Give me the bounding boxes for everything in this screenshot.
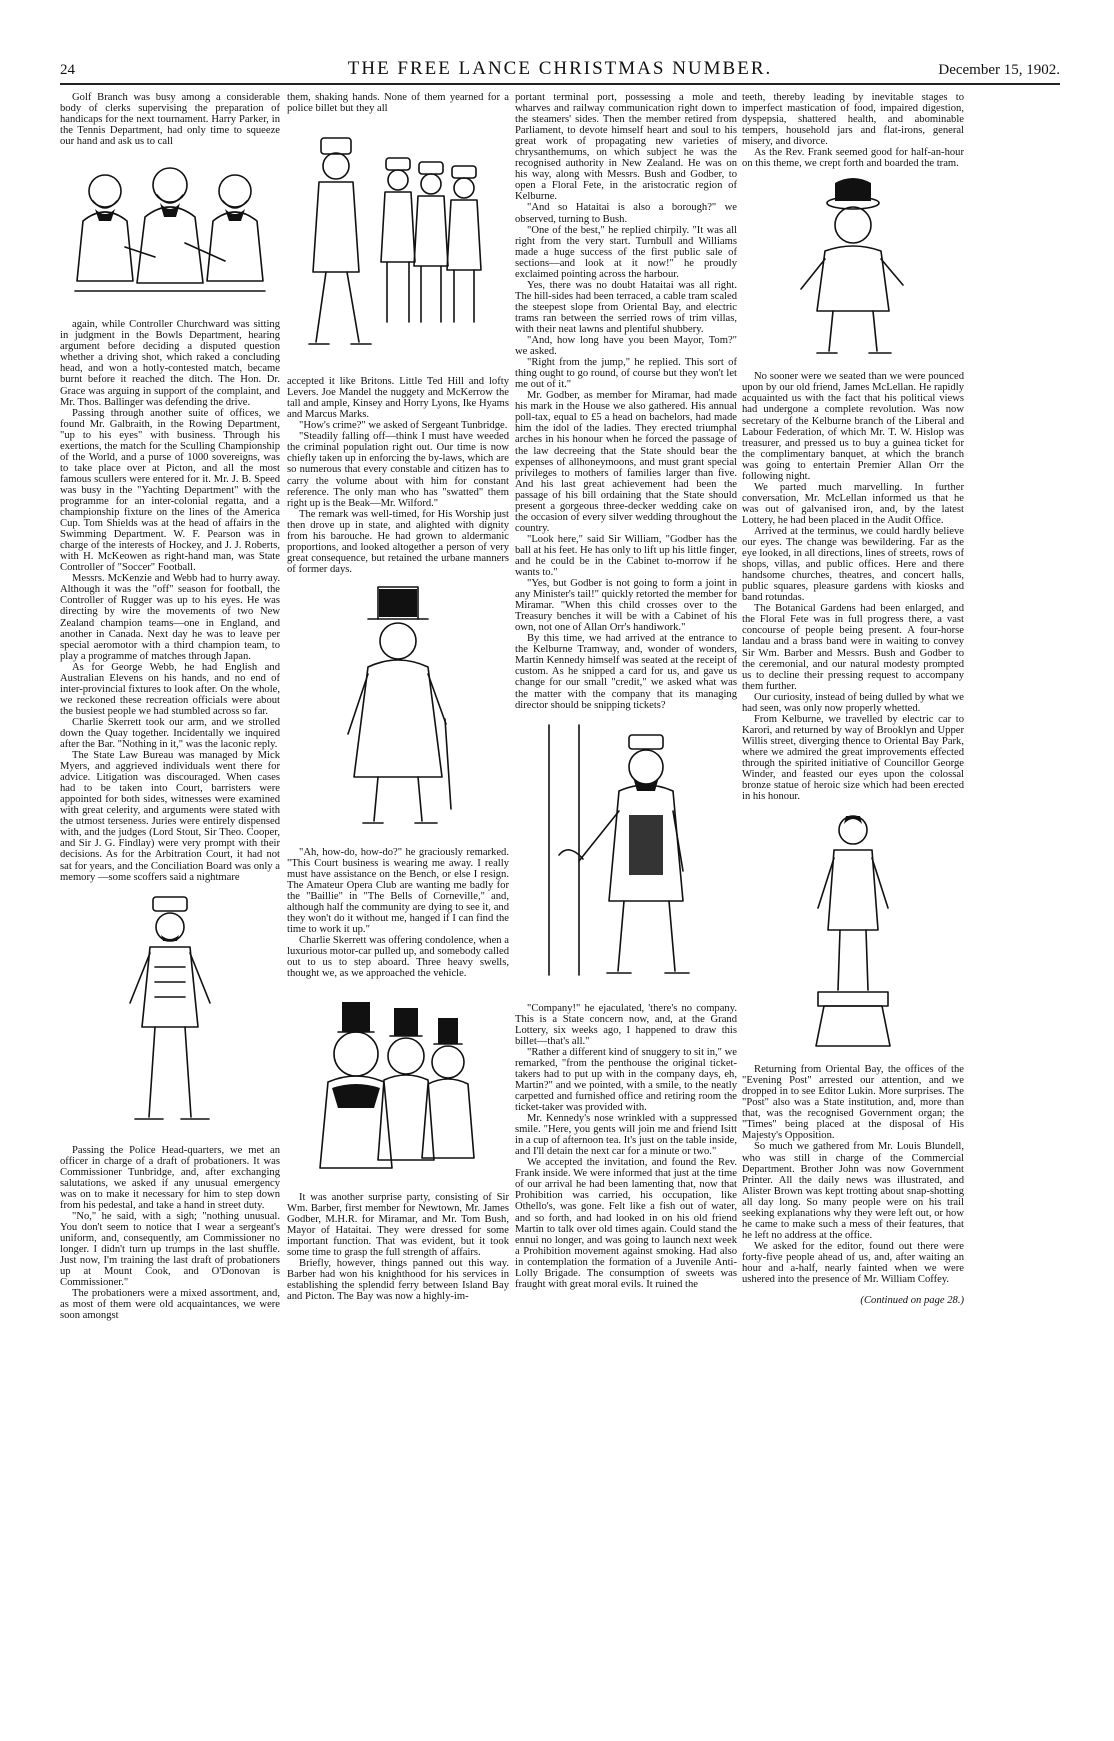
paragraph: "Look here," said Sir William, "Godber has the ball at his feet. He has only to lift up his little finger, and he could be in the Cabinet to-morrow if he wants to."	[515, 533, 737, 579]
paragraph: We asked for the editor, found out there were forty-five people ahead of us, and, after waiting an hour and a-half, nearly fainted when we were ushered into the presence of Mr. William Coffey.	[742, 1240, 964, 1286]
illustration-statue-on-pedestal	[742, 806, 964, 1056]
paragraph: Our curiosity, instead of being dulled by what we had seen, was only now properly whetted.	[742, 691, 964, 714]
paragraph: Charlie Skerrett took our arm, and we strolled down the Quay together. Incidentally we inquired after the Bar. "Nothing in it," was the laconic reply.	[60, 716, 280, 751]
paragraph: "Rather a different kind of snuggery to sit in," we remarked, "from the penthouse the original ticket-takers had to put up with in the company days, eh, Martin?" and we pointed, with a smile, to the neatly carpetted and furnished office and retiring room the ticket-taker was provided with.	[515, 1046, 737, 1114]
paragraph: The remark was well-timed, for His Worship just then drove up in state, and alighted with dignity from his barouche. He had grown to aldermanic proportions, and looked altogether a person of very great consequence, but retained the urbane manners of former days.	[287, 508, 509, 575]
paragraph: Returning from Oriental Bay, the offices of the "Evening Post" arrested our attention, and we dropped in to see Editor Lukin. More surprises. The "Post" also was a State institution, and, more than that, was the recognised Government organ; the "Times" being placed at the disposal of His Majesty's Opposition.	[742, 1064, 964, 1142]
paragraph: Arrived at the terminus, we could hardly believe our eyes. The change was bewildering. Far as the eye looked, in all directions, lines of streets, rows of shops, villas, and public offices. Here and there handsome churches, theatres, and concert halls, public squares, pleasure gardens with kiosks and band rotundas.	[742, 525, 964, 604]
header-rule	[60, 83, 1060, 85]
paragraph: The Botanical Gardens had been enlarged, and the Floral Fete was in full progress there, a vast concourse of people being present. A four-horse landau and a brass band were in waiting to convey Sir Wm. Barber and Messrs. Bush and Godber to the ceremonial, and our natural modesty prompted us to decline their pressing request to accompany them further.	[742, 603, 964, 692]
paragraph: From Kelburne, we travelled by electric car to Karori, and returned by way of Brooklyn and Upper Willis street, diverging thence to Oriental Bay Park, where we admired the great improvements effected through the spirited initiative of Councillor George Winder, and feasted our eyes upon the colossal bronze statue of heroic size which had been erected in his honour.	[742, 713, 964, 803]
paragraph: again, while Controller Churchward was sitting in judgment in the Bowls Department, hearing argument before deciding a disputed question whether a driving shot, which raked a concluding head, and won a hotly-contested match, became burnt before it reached the ditch. The Hon. Dr. Grace was arguing in support of the complaint, and Mr. Thos. Ballinger was defending the drive.	[60, 319, 280, 408]
paragraph: It was another surprise party, consisting of Sir Wm. Barber, first member for Newtown, Mr. James Godber, M.H.R. for Miramar, and Mr. Tom Bush, Mayor of Hataitai. They were dressed for some important function. That was evident, but it took some time to grasp the full strength of affairs.	[287, 1191, 509, 1258]
paragraph: Passing through another suite of offices, we found Mr. Galbraith, in the Rowing Department, "up to his eyes" with business. Through his exertions, the match for the Sculling Championship of the World, and a purse of 1000 sovereigns, was to take place over at Picton, and all the most famous scullers were entered for it. Mr. J. B. Speed was busy in the "Yachting Department" with the programme for an inter-colonial regatta, and a championship fixture on the lines of the America Cup. Tom Shields was at the head of affairs in the Swimming Department. W. F. Pearson was in charge of the interests of Hockey, and J. J. Roberts, with H. McKeowen as right-hand man, was State Controller of "Soccer" Football.	[60, 407, 280, 574]
illustration-magistrate-top-hat	[287, 579, 509, 839]
paragraph: "How's crime?" we asked of Sergeant Tunbridge.	[299, 420, 508, 432]
illustration-police-sergeant	[60, 887, 280, 1137]
paragraph: "Steadily falling off—think I must have weeded the criminal population right out. Our time is now chiefly taken up in enforcing the by-laws, which are so numerous that every constable and citizen has to carry the volume about with him for constant reference. The only man who has "swatted" them right up is the Beak—Mr. Wilford."	[287, 431, 509, 509]
paragraph: "Ah, how-do, how-do?" he graciously remarked. "This Court business is wearing me away. I really must have assistance on the Bench, or else I resign. The Amateur Opera Club are wanting me badly for the "Baillie" in "The Bells of Corneville," and, although half the community are dying to see it, and they won't do it without me, hanged if I can find the time to work it up."	[287, 846, 509, 936]
paragraph: "Company!" he ejaculated, 'there's no company. This is a State concern now, and, at the Grand Lottery, six weeks ago, I happened to draw this billet—that's all."	[515, 1002, 737, 1047]
continued-note: (Continued on page 28.)	[860, 1295, 964, 1307]
illustration-constables-group	[287, 118, 509, 368]
issue-date: December 15, 1902.	[938, 62, 1060, 78]
paragraph: As for George Webb, he had English and Australian Elevens on his hands, and no end of inter-provincial fixtures to look after. On the whole, we reckoned these recreation officials were about the busiest people we had stumbled across so far.	[60, 661, 280, 717]
paragraph: them, shaking hands. None of them yearned for a police billet but they all	[287, 92, 509, 115]
paragraph: "Yes, but Godber is not going to form a joint in any Minister's tail!" quickly retorted the member for Miramar. "When this child crosses over to the Treasury benches it will be with a Cabinet of his own, not one of Allan Orr's handiwork."	[515, 578, 737, 634]
page-number: 24	[60, 62, 75, 78]
paragraph: "And so Hataitai is also a borough?" we observed, turning to Bush.	[515, 202, 737, 225]
paragraph: Golf Branch was busy among a considerable body of clerks supervising the preparation of handicaps for the next tournament. Harry Parker, in the Tennis Department, had only time to squeeze our hand and ask us to call	[60, 92, 280, 148]
paragraph: We accepted the invitation, and found the Rev. Frank inside. We were informed that just at the time of our arrival he had been lamenting that, now that Prohibition was carried, his occupation, like Othello's, was gone. Felt like a fish out of water, and so forth, and had looked in on his old friend Martin to talk over old times again. Could stand the ennui no longer, and was going to launch next week a Prohibition movement against smoking. Had also in contemplation the formation of a Juvenile Anti-Lolly Brigade. The consumption of sweets was fraught with great moral evils. It ruined the	[515, 1157, 737, 1290]
page-title: THE FREE LANCE CHRISTMAS NUMBER.	[347, 58, 773, 79]
paragraph: The probationers were a mixed assortment, and, as most of them were old acquaintances, we were soon amongst	[60, 1288, 280, 1322]
paragraph: Messrs. McKenzie and Webb had to hurry away. Although it was the "off" season for football, the Controller of Rugger was up to his eyes. He was directing by wire the movements of two New Zealand champion teams—one in England, and another in Canada. Next day he was to leave per special aeromotor with a third champion team, to play a programme of matches through Japan.	[60, 573, 280, 662]
running-header	[60, 58, 1060, 82]
illustration-three-seated-men	[60, 151, 280, 311]
paragraph: Yes, there was no doubt Hataitai was all right. The hill-sides had been terraced, a cable tram scaled the steepest slope from Oriental Bay, and electric trams ran between the serried rows of trim villas, with their neat lawns and plentiful shubbery.	[515, 279, 737, 335]
paragraph: By this time, we had arrived at the entrance to the Kelburne Tramway, and, wonder of wonders, Martin Kennedy himself was seated at the receipt of custom. As he snipped a card for us, and gave us change for our small "credit," we asked what was the matter with the company that its managing director should be snipping tickets?	[515, 633, 737, 711]
paragraph: So much we gathered from Mr. Louis Blundell, who was still in charge of the Commercial Department. Brother John was now Government Printer. All the daily news was illustrated, and Alister Brown was kept trotting about snap-shotting all day long. So many people were on his trail seeking explanations why they were left out, or how he came to make such a mess of their features, that he left no address at the office.	[742, 1141, 964, 1241]
paragraph: Mr. Godber, as member for Miramar, had made his mark in the House we also gathered. His annual poll-tax, equal to £5 a head on bachelors, had made him the idol of the ladies. They erected triumphal arches in his honour when he forced the passage of the law decreeing that the State should bear the expenses of allhoneymoons, and must grant special privileges to mothers of families larger than five. And his last great achievement had been the passage of his bill ordaining that the State should present a gorgeous three-decker wedding cake on the occasion of every silver wedding throughout the country.	[515, 390, 737, 534]
illustration-three-top-hats	[287, 984, 509, 1184]
paragraph: As the Rev. Frank seemed good for half-an-hour on this theme, we crept forth and boarded the tram.	[742, 147, 964, 170]
paragraph: teeth, thereby leading by inevitable stages to imperfect mastication of food, impaired digestion, dyspepsia, shattered health, and abominable tempers, household jars and flat-irons, general misery, and divorce.	[742, 92, 964, 148]
paragraph: accepted it like Britons. Little Ted Hill and lofty Levers. Joe Mandel the nuggety and McKerrow the tall and ample, Kinsey and Horry Lyons, Ike Hyams and Marcus Marks.	[287, 376, 509, 421]
paragraph: Briefly, however, things panned out this way. Barber had won his knighthood for his services in establishing the splendid ferry between Island Bay and Picton. The Bay was now a highly-im-	[287, 1257, 509, 1302]
paragraph: "No," he said, with a sigh; "nothing unusual. You don't seem to notice that I wear a sergeant's uniform, and, consequently, am Commissioner no longer. I didn't turn up trumps in the last shuffle. Just now, I'm training the last draft of probationers up at Mount Cook, and O'Donovan is Commissioner."	[60, 1210, 280, 1289]
column-1	[60, 92, 280, 1482]
illustration-man-bowler-hat	[742, 173, 964, 363]
paragraph: Charlie Skerrett was offering condolence, when a luxurious motor-car pulled up, and somebody called out to us to step aboard. Three heavy swells, thought we, as we approached the vehicle.	[287, 935, 509, 980]
paragraph: The State Law Bureau was managed by Mick Myers, and aggrieved individuals went there for advice. Litigation was discouraged. When cases had to be taken into Court, barristers were appointed for both sides, witnesses were examined with great celerity, and arguments were stated with the utmost terseness. Juries were entirely dispensed with, and the judges (Lord Stout, Sir Theo. Cooper, and Sir J. G. Findlay) were very prompt with their decisions. As for the Arbitration Court, it had not sat for years, and the Conciliation Board was only a memory —some scoffers said a nightmare	[60, 750, 280, 883]
illustration-ticket-taker	[515, 715, 737, 995]
paragraph: We parted much marvelling. In further conversation, Mr. McLellan informed us that he was out of galvanised iron, and, by the latest Lottery, he had been placed in the Audit Office.	[742, 481, 964, 526]
paragraph: Mr. Kennedy's nose wrinkled with a suppressed smile. "Here, you gents will join me and friend Isitt in a cup of afternoon tea. It's just on the table inside, and I'll detain the next car for a minute or two."	[515, 1113, 737, 1158]
column-3	[515, 92, 737, 1482]
paragraph: Passing the Police Head-quarters, we met an officer in charge of a draft of probationers. It was Commissioner Tunbridge, and, after exchanging salutations, we asked if any unusual emergency was on to make it necessary for him to step down from his pedestal, and take a hand in street duty.	[60, 1144, 280, 1211]
paragraph: "And, how long have you been Mayor, Tom?" we asked.	[515, 335, 737, 358]
paragraph: No sooner were we seated than we were pounced upon by our old friend, James McLellan. He rapidly acquainted us with the fact that his political views had undergone a complete revolution. Was now secretary of the Kelburne branch of the Liberal and Labour Federation, of which Mr. T. W. Hislop was treasurer, and pressed us to buy a guinea ticket for the complimentary banquet, at which the branch was going to entertain Premier Allan Orr the following night.	[742, 371, 964, 482]
paragraph: "Right from the jump," he replied. This sort of thing ought to go round, of course but they won't let me out of it."	[515, 357, 737, 391]
column-2	[287, 92, 509, 1482]
paragraph: "One of the best," he replied chirpily. "It was all right from the very start. Turnbull and Williams made a huge success of the first public sale of sections—and look at it now!" he proudly exclaimed pointing across the harbour.	[515, 224, 737, 280]
column-4	[742, 92, 964, 1482]
paragraph: portant terminal port, possessing a mole and wharves and railway communication right down to the steamers' sides. Then the member retired from Parliament, to devote himself heart and soul to his great work of propagating new varieties of chrysanthemums, on which subject he was the recognised authority in New Zealand. He was on his way, along with Messrs. Bush and Godber, to open a Floral Fete, in the aristocratic region of Kelburne.	[515, 92, 737, 203]
